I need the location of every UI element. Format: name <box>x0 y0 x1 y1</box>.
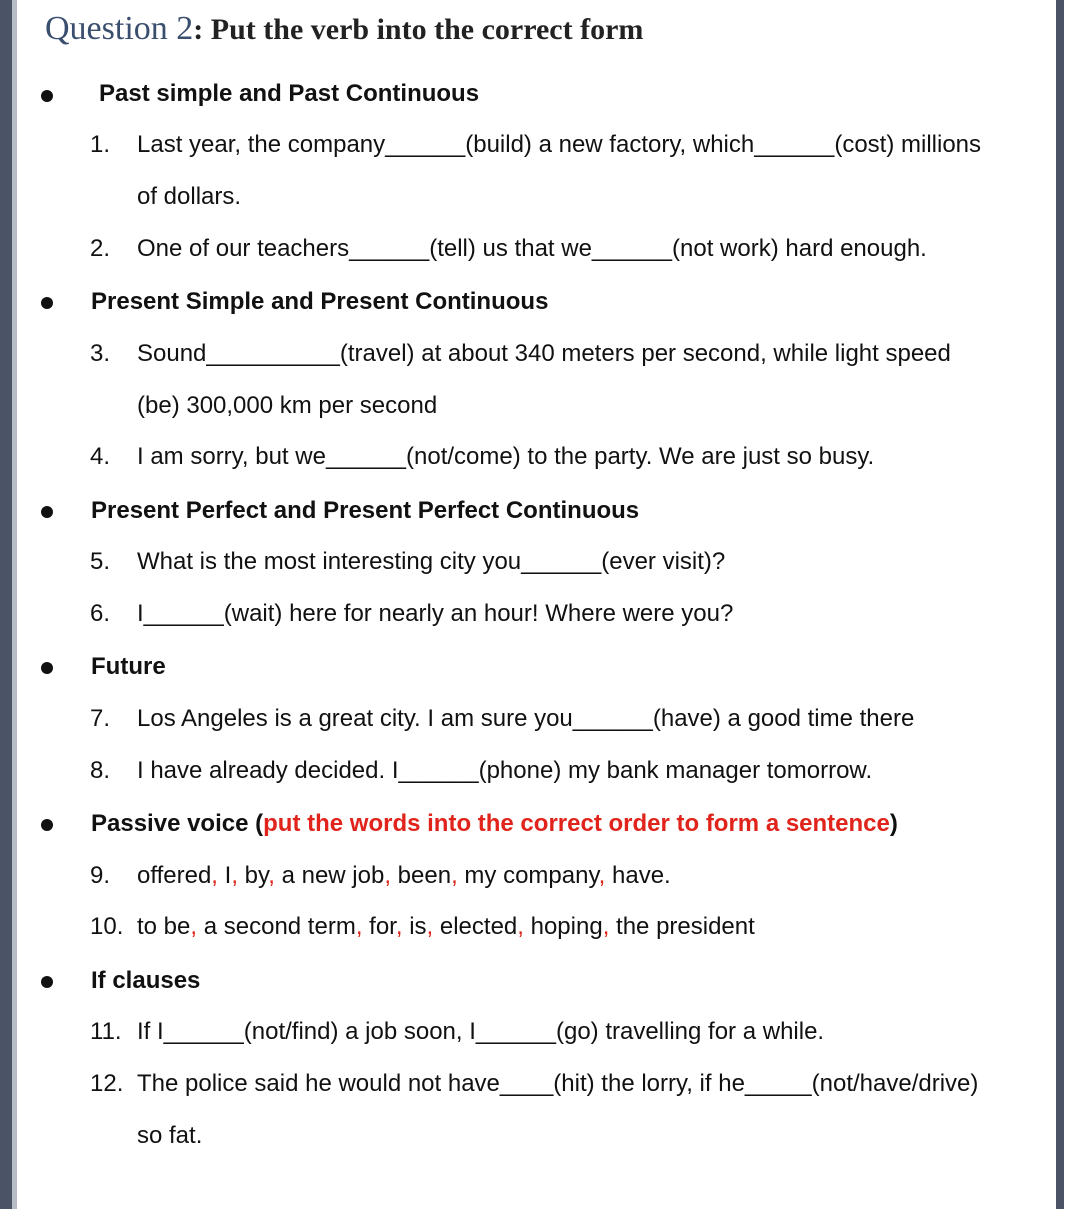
word: is <box>409 913 427 940</box>
section-heading: Future <box>91 653 166 680</box>
word: my company <box>464 862 599 889</box>
item-text: Last year, the company______(build) a new factory, which______(cost) millions <box>137 131 982 158</box>
page-left-border <box>0 0 12 1209</box>
worksheet-page <box>17 0 1056 1209</box>
item-number: 7. <box>90 705 111 732</box>
item-text: I am sorry, but we______(not/come) to the party. We are just so busy. <box>137 443 875 470</box>
page-right-border <box>1056 0 1064 1209</box>
word: elected <box>439 913 518 940</box>
word: hoping <box>530 913 603 940</box>
section-heading: Present Perfect and Present Perfect Continuous <box>91 497 640 524</box>
bullet-icon <box>41 662 53 674</box>
bullet-icon <box>41 506 53 518</box>
question-instruction: : Put the verb into the correct form <box>193 13 644 46</box>
question-title <box>45 10 643 48</box>
item-text-continued: of dollars. <box>137 183 242 210</box>
heading-prefix: Passive voice ( <box>91 810 264 837</box>
item-text: If I______(not/find) a job soon, I______(go) travelling for a while. <box>137 1018 825 1045</box>
section-heading: Past simple and Past Continuous <box>99 80 480 107</box>
item-text: One of our teachers______(tell) us that we______(not work) hard enough. <box>137 235 927 262</box>
word-list <box>137 862 671 890</box>
item-number: 10. <box>90 913 124 940</box>
comma-separator: , <box>426 913 434 940</box>
bullet-icon <box>41 976 53 988</box>
item-text: The police said he would not have____(hit) the lorry, if he_____(not/have/drive) <box>137 1070 979 1097</box>
item-text: Sound__________(travel) at about 340 meters per second, while light speed <box>137 340 951 367</box>
item-number: 3. <box>90 340 111 367</box>
item-text: I______(wait) here for nearly an hour! Where were you? <box>137 600 734 627</box>
item-text: I have already decided. I______(phone) my bank manager tomorrow. <box>137 757 873 784</box>
comma-separator: , <box>211 862 218 889</box>
word: have. <box>612 862 671 889</box>
item-number: 2. <box>90 235 111 262</box>
word: a second term <box>203 913 356 940</box>
comma-separator: , <box>355 913 363 940</box>
section-heading: Present Simple and Present Continuous <box>91 288 549 315</box>
comma-separator: , <box>602 913 610 940</box>
page-margin-right <box>1064 0 1080 1209</box>
comma-separator: , <box>190 913 198 940</box>
item-text-continued: so fat. <box>137 1122 203 1149</box>
item-number: 5. <box>90 548 111 575</box>
section-heading: If clauses <box>91 967 201 994</box>
word: to be <box>137 913 191 940</box>
item-text-continued: (be) 300,000 km per second <box>137 392 438 419</box>
bullet-icon <box>41 90 53 102</box>
word: by <box>244 862 269 889</box>
item-number: 1. <box>90 131 111 158</box>
word-list <box>137 913 755 941</box>
comma-separator: , <box>231 862 238 889</box>
item-number: 9. <box>90 862 111 889</box>
comma-separator: , <box>384 862 391 889</box>
word: the president <box>616 913 755 940</box>
item-number: 11. <box>90 1018 122 1045</box>
comma-separator: , <box>268 862 275 889</box>
item-text: What is the most interesting city you______(ever visit)? <box>137 548 726 575</box>
item-number: 8. <box>90 757 111 784</box>
word: I <box>224 862 232 889</box>
item-number: 4. <box>90 443 111 470</box>
word: been <box>397 862 452 889</box>
bullet-icon <box>41 297 53 309</box>
item-number: 12. <box>90 1070 124 1097</box>
item-number: 6. <box>90 600 111 627</box>
comma-separator: , <box>598 862 606 889</box>
word: a new job <box>281 862 385 889</box>
word: offered <box>137 862 212 889</box>
heading-instruction: put the words into the correct order to form a sentence <box>263 810 890 837</box>
bullet-icon <box>41 819 53 831</box>
word: for <box>369 913 396 940</box>
item-text: Los Angeles is a great city. I am sure you______(have) a good time there <box>137 705 915 732</box>
heading-suffix: ) <box>889 810 898 837</box>
question-number: Question 2 <box>45 10 194 47</box>
section-heading <box>91 810 898 838</box>
comma-separator: , <box>395 913 403 940</box>
comma-separator: , <box>517 913 524 940</box>
comma-separator: , <box>451 862 458 889</box>
